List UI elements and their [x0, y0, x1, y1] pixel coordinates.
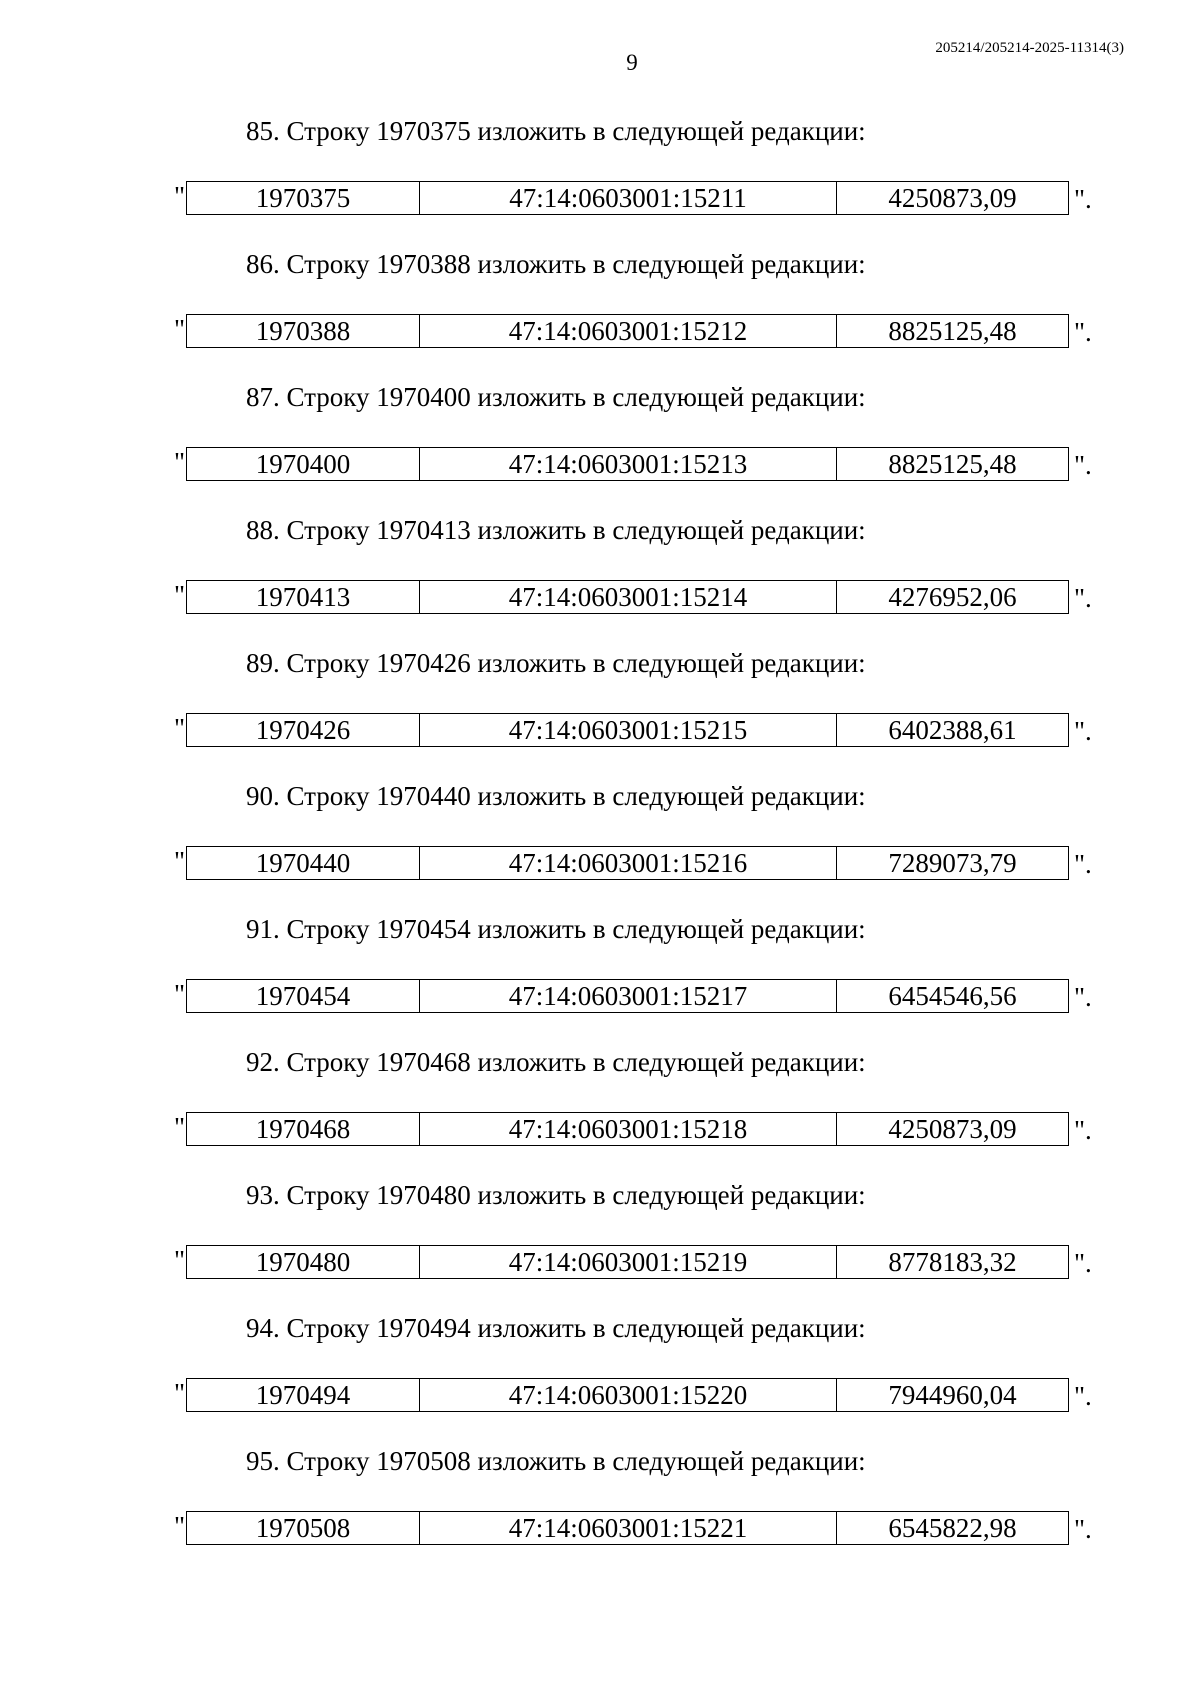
- row-number-cell: 1970440: [187, 847, 420, 880]
- opening-quote: ": [174, 846, 186, 876]
- table-row: [187, 182, 1069, 215]
- opening-quote: ": [174, 713, 186, 743]
- table-row: [187, 714, 1069, 747]
- row-number-cell: 1970426: [187, 714, 420, 747]
- value-cell: 4250873,09: [837, 1113, 1069, 1146]
- value-cell: 4276952,06: [837, 581, 1069, 614]
- closing-quote: ".: [1074, 317, 1092, 347]
- cadastral-number-cell: 47:14:0603001:15220: [420, 1379, 837, 1412]
- cadastral-number-cell: 47:14:0603001:15218: [420, 1113, 837, 1146]
- amendment-item: [0, 641, 1200, 774]
- cadastral-number-cell: 47:14:0603001:15221: [420, 1512, 837, 1545]
- amendment-item: [0, 109, 1200, 242]
- amendment-item: [0, 1439, 1200, 1572]
- closing-quote: ".: [1074, 1115, 1092, 1145]
- table-row: [187, 315, 1069, 348]
- amended-row: [0, 580, 1200, 614]
- opening-quote: ": [174, 1511, 186, 1541]
- amendment-instruction: 89. Строку 1970426 изложить в следующей редакции:: [246, 648, 866, 678]
- amended-row-table: [186, 181, 1069, 215]
- row-number-cell: 1970508: [187, 1512, 420, 1545]
- opening-quote: ": [174, 1245, 186, 1275]
- amended-row: [0, 846, 1200, 880]
- amendment-instruction: 85. Строку 1970375 изложить в следующей редакции:: [246, 116, 866, 146]
- row-number-cell: 1970494: [187, 1379, 420, 1412]
- value-cell: 6402388,61: [837, 714, 1069, 747]
- cadastral-number-cell: 47:14:0603001:15213: [420, 448, 837, 481]
- amendment-item: [0, 242, 1200, 375]
- value-cell: 8825125,48: [837, 448, 1069, 481]
- row-number-cell: 1970468: [187, 1113, 420, 1146]
- amended-row: [0, 1112, 1200, 1146]
- opening-quote: ": [174, 1112, 186, 1142]
- value-cell: 7289073,79: [837, 847, 1069, 880]
- amended-row-table: [186, 1378, 1069, 1412]
- cadastral-number-cell: 47:14:0603001:15217: [420, 980, 837, 1013]
- table-row: [187, 1113, 1069, 1146]
- amended-row-table: [186, 580, 1069, 614]
- amended-row: [0, 181, 1200, 215]
- amended-row-table: [186, 1511, 1069, 1545]
- table-row: [187, 1246, 1069, 1279]
- amended-row: [0, 1245, 1200, 1279]
- table-row: [187, 1512, 1069, 1545]
- amended-row-table: [186, 979, 1069, 1013]
- amended-row-table: [186, 1245, 1069, 1279]
- amendment-instruction: 87. Строку 1970400 изложить в следующей редакции:: [246, 382, 866, 412]
- value-cell: 7944960,04: [837, 1379, 1069, 1412]
- amended-row-table: [186, 314, 1069, 348]
- amendment-instruction: 91. Строку 1970454 изложить в следующей редакции:: [246, 914, 866, 944]
- closing-quote: ".: [1074, 450, 1092, 480]
- value-cell: 8778183,32: [837, 1246, 1069, 1279]
- table-row: [187, 448, 1069, 481]
- amendment-instruction: 94. Строку 1970494 изложить в следующей редакции:: [246, 1313, 866, 1343]
- opening-quote: ": [174, 580, 186, 610]
- cadastral-number-cell: 47:14:0603001:15215: [420, 714, 837, 747]
- opening-quote: ": [174, 979, 186, 1009]
- row-number-cell: 1970454: [187, 980, 420, 1013]
- amendment-item: [0, 375, 1200, 508]
- closing-quote: ".: [1074, 1248, 1092, 1278]
- document-id: 205214/205214-2025-11314(3): [935, 40, 1124, 56]
- opening-quote: ": [174, 181, 186, 211]
- amended-row-table: [186, 846, 1069, 880]
- value-cell: 8825125,48: [837, 315, 1069, 348]
- amendment-instruction: 88. Строку 1970413 изложить в следующей редакции:: [246, 515, 866, 545]
- cadastral-number-cell: 47:14:0603001:15212: [420, 315, 837, 348]
- closing-quote: ".: [1074, 1381, 1092, 1411]
- amended-row-table: [186, 1112, 1069, 1146]
- row-number-cell: 1970388: [187, 315, 420, 348]
- amendment-item: [0, 1040, 1200, 1173]
- closing-quote: ".: [1074, 184, 1092, 214]
- amended-row: [0, 713, 1200, 747]
- table-row: [187, 847, 1069, 880]
- amended-row: [0, 1511, 1200, 1545]
- cadastral-number-cell: 47:14:0603001:15216: [420, 847, 837, 880]
- closing-quote: ".: [1074, 716, 1092, 746]
- closing-quote: ".: [1074, 982, 1092, 1012]
- amended-row: [0, 447, 1200, 481]
- cadastral-number-cell: 47:14:0603001:15211: [420, 182, 837, 215]
- amendment-list: [0, 109, 1200, 1572]
- amended-row-table: [186, 713, 1069, 747]
- row-number-cell: 1970413: [187, 581, 420, 614]
- amendment-item: [0, 1306, 1200, 1439]
- row-number-cell: 1970400: [187, 448, 420, 481]
- amendment-instruction: 92. Строку 1970468 изложить в следующей редакции:: [246, 1047, 866, 1077]
- amendment-item: [0, 774, 1200, 907]
- amendment-item: [0, 907, 1200, 1040]
- amendment-item: [0, 1173, 1200, 1306]
- opening-quote: ": [174, 314, 186, 344]
- closing-quote: ".: [1074, 1514, 1092, 1544]
- table-row: [187, 581, 1069, 614]
- table-row: [187, 1379, 1069, 1412]
- row-number-cell: 1970480: [187, 1246, 420, 1279]
- value-cell: 6454546,56: [837, 980, 1069, 1013]
- value-cell: 4250873,09: [837, 182, 1069, 215]
- cadastral-number-cell: 47:14:0603001:15219: [420, 1246, 837, 1279]
- amended-row: [0, 1378, 1200, 1412]
- closing-quote: ".: [1074, 583, 1092, 613]
- closing-quote: ".: [1074, 849, 1092, 879]
- amendment-instruction: 86. Строку 1970388 изложить в следующей редакции:: [246, 249, 866, 279]
- opening-quote: ": [174, 1378, 186, 1408]
- cadastral-number-cell: 47:14:0603001:15214: [420, 581, 837, 614]
- row-number-cell: 1970375: [187, 182, 420, 215]
- amended-row: [0, 979, 1200, 1013]
- page-number: 9: [626, 50, 638, 75]
- amendment-item: [0, 508, 1200, 641]
- amendment-instruction: 95. Строку 1970508 изложить в следующей редакции:: [246, 1446, 866, 1476]
- table-row: [187, 980, 1069, 1013]
- amended-row: [0, 314, 1200, 348]
- amendment-instruction: 93. Строку 1970480 изложить в следующей редакции:: [246, 1180, 866, 1210]
- amended-row-table: [186, 447, 1069, 481]
- value-cell: 6545822,98: [837, 1512, 1069, 1545]
- opening-quote: ": [174, 447, 186, 477]
- amendment-instruction: 90. Строку 1970440 изложить в следующей редакции:: [246, 781, 866, 811]
